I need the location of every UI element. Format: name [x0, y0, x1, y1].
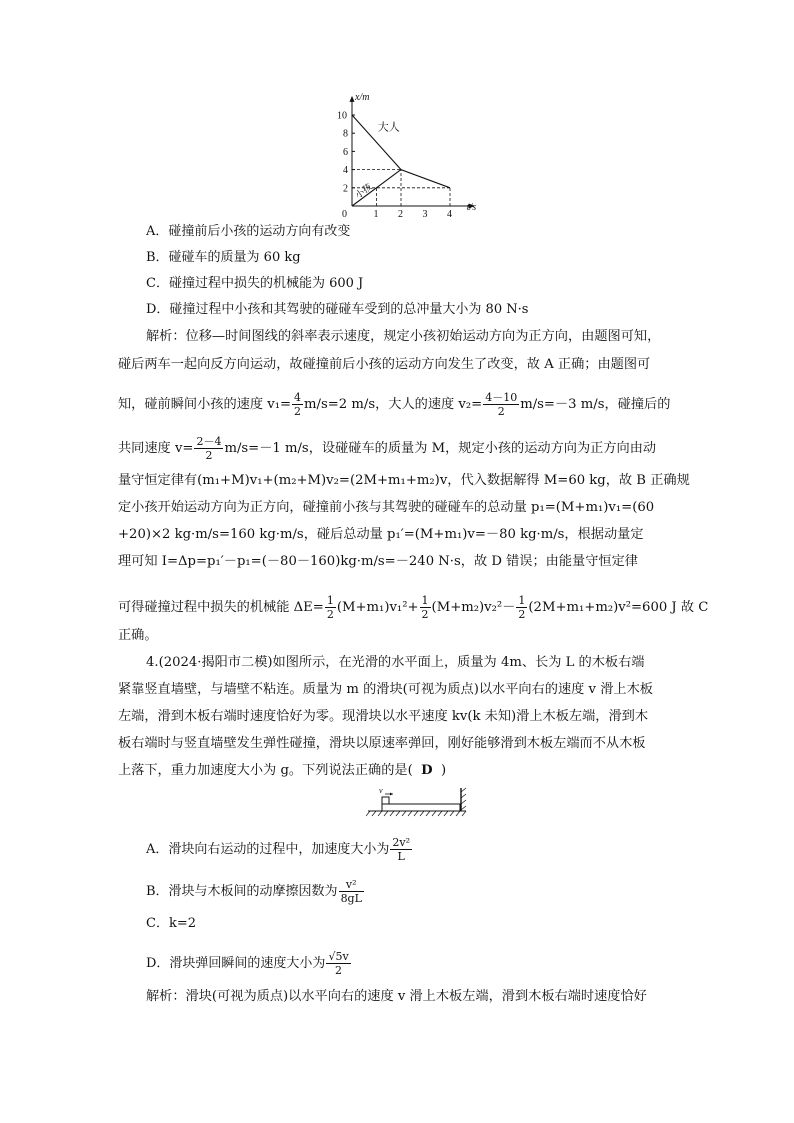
y-axis-label: x/m	[355, 91, 370, 103]
q3-analysis-line-10: 正确。	[118, 628, 158, 643]
q4-stem-line-3: 左端，滑到木板右端时速度恰好为零。现滑块以水平速度 kv(k 未知)滑上木板左端，滑到木	[118, 709, 649, 724]
fraction: $\frac{1}{2}$	[421, 594, 429, 621]
q3-option-a: A．碰撞前后小孩的运动方向有改变	[146, 224, 351, 239]
q4-stem-line-2: 紧靠竖直墙壁，与墙壁不粘连。质量为 m 的滑块(可视为质点)以水平向右的速度 v 滑上木板	[118, 682, 653, 697]
x-tick-label: 3	[422, 209, 428, 218]
x-tick-label: 2	[398, 209, 403, 218]
series-label-adult: 大人	[377, 121, 400, 134]
x-tick-label: 1	[373, 209, 379, 218]
fraction: $\frac{\text{2v²}}{L}$	[392, 836, 411, 863]
q3-analysis-line-3: 知，碰前瞬间小孩的速度 v₁= $\frac{4}{2}$ m/s=2 m/s，大人的速度 v₂= $\frac{4-10}{2}$ m/s=－3 m/s，碰撞后的	[118, 391, 671, 418]
x-tick-label: 0	[342, 209, 347, 218]
answer-mark: D	[421, 763, 433, 778]
q3-analysis-line-1: 解析：位移—时间图线的斜率表示速度，规定小孩初始运动方向为正方向，由题图可知，	[146, 329, 661, 344]
y-axis-arrow	[350, 96, 355, 102]
xt-chart	[326, 88, 496, 218]
series-label-child: 小孩	[353, 181, 374, 201]
q4-option-a: A．滑块向右运动的过程中，加速度大小为 $\frac{\text{2v²}}{L}$	[146, 836, 411, 863]
q3-analysis-line-2: 碰后两车一起向反方向运动，故碰撞前后小孩的运动方向发生了改变，故 A 正确；由题图可	[118, 357, 651, 372]
board	[382, 804, 460, 811]
fraction: $\frac{2-4}{2}$	[196, 435, 222, 462]
series-line-adult	[352, 115, 450, 188]
q4-stem-line-4: 板右端时与竖直墙壁发生弹性碰撞，滑块以原速率弹回，刚好能够滑到木板左端而不从木板	[118, 736, 646, 751]
y-tick-label: 6	[343, 146, 348, 158]
slider-block	[382, 797, 389, 804]
fraction: $\frac{\text{v²}}{8gL}$	[340, 878, 362, 905]
q3-analysis-line-9: 可得碰撞过程中损失的机械能 ΔE= $\frac{1}{2}$ (M+m₁)v₁²+ $\frac{1}{2}$ (M+m₂)v₂²－ $\frac{1}{2}$ (2M+m₁+m₂)v²=600 J 故 C	[118, 594, 709, 621]
q3-analysis-line-5: 量守恒定律有(m₁+M)v₁+(m₂+M)v₂=(2M+m₁+m₂)v，代入数据解得 M=60 kg，故 B 正确规	[118, 473, 690, 488]
x-axis-label: t/s	[466, 202, 477, 213]
q3-analysis-line-8: 理可知 I=Δp=p₁′－p₁=(－80－160)kg·m/s=－240 N·s，故 D 错误；由能量守恒定律	[118, 554, 638, 569]
fraction: $\frac{4-10}{2}$	[485, 391, 518, 418]
y-tick-label: 10	[337, 110, 347, 122]
board-wall-figure	[366, 784, 474, 818]
velocity-label: v	[379, 786, 383, 795]
y-tick-label: 2	[343, 183, 348, 195]
q4-stem-line-5: 上落下，重力加速度大小为 g。下列说法正确的是( D )	[118, 763, 447, 778]
q4-stem-line-1: 4.(2024·揭阳市二模)如图所示，在光滑的水平面上，质量为 4m、长为 L 的木板右端	[146, 655, 645, 670]
y-tick-label: 4	[343, 165, 348, 177]
fraction: $\frac{4}{2}$	[294, 391, 302, 418]
fraction: $\frac{1}{2}$	[326, 594, 334, 621]
q3-option-d: D．碰撞过程中小孩和其驾驶的碰碰车受到的总冲量大小为 80 N·s	[146, 302, 529, 317]
q4-option-b: B．滑块与木板间的动摩擦因数为 $\frac{\text{v²}}{8gL}$	[146, 878, 362, 905]
q3-option-b: B．碰碰车的质量为 60 kg	[146, 250, 301, 265]
q3-analysis-line-6: 定小孩开始运动方向为正方向，碰撞前小孩与其驾驶的碰碰车的总动量 p₁=(M+m₁)v₁=(60	[118, 500, 655, 515]
q3-option-c: C．碰撞过程中损失的机械能为 600 J	[146, 276, 364, 291]
fraction: $\frac{1}{2}$	[518, 594, 526, 621]
q3-analysis-line-4: 共同速度 v= $\frac{2-4}{2}$ m/s=－1 m/s，设碰碰车的质量为 M，规定小孩的运动方向为正方向由动	[118, 435, 657, 462]
q4-option-d: D．滑块弹回瞬间的速度大小为 $\frac{√5v}{2}$	[146, 950, 349, 977]
x-tick-label: 4	[447, 209, 452, 218]
q3-analysis-line-7: +20)×2 kg·m/s=160 kg·m/s，碰后总动量 p₁′=(M+m₁)v=－80 kg·m/s，根据动量定	[118, 527, 644, 542]
q4-option-c: C．k=2	[146, 916, 196, 931]
fraction: $\frac{√5v}{2}$	[328, 950, 349, 977]
y-tick-label: 8	[343, 128, 348, 140]
q4-analysis-line-1: 解析：滑块(可视为质点)以水平向右的速度 v 滑上木板左端，滑到木板右端时速度恰好	[146, 989, 647, 1004]
